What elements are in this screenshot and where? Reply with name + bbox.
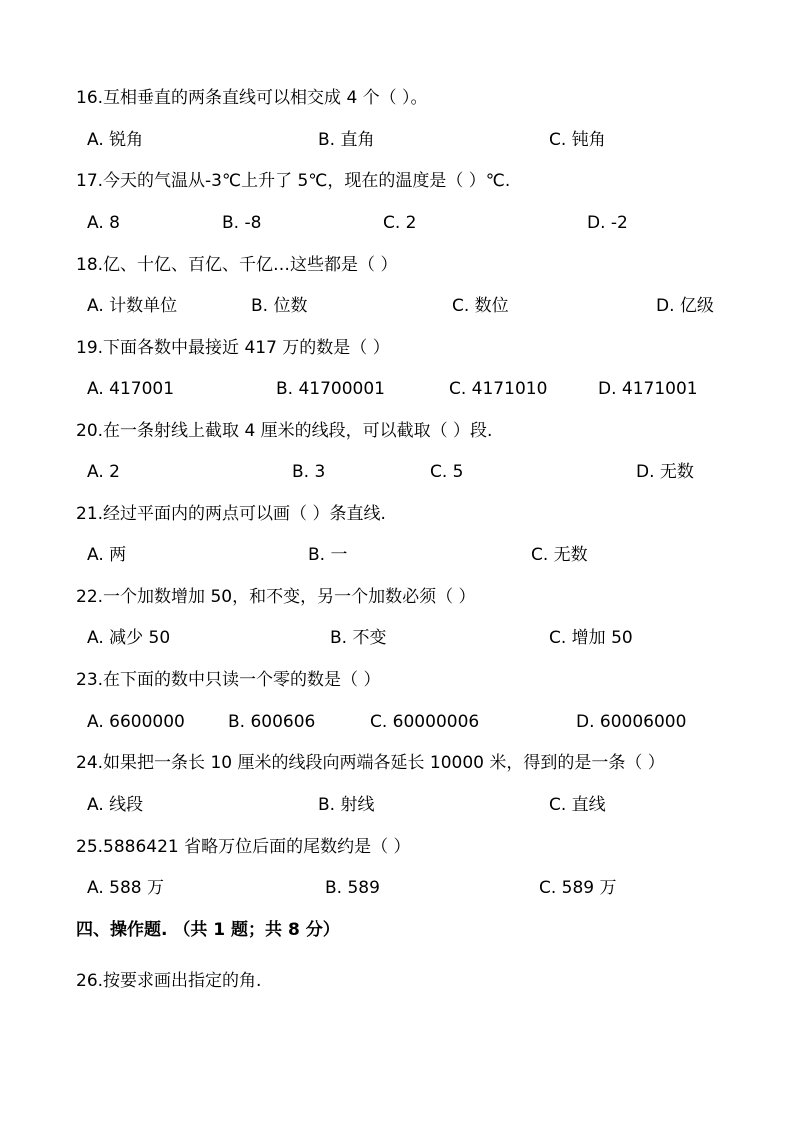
question-23-option-b: B. 600606 [228, 712, 316, 732]
question-23-option-c: C. 60000006 [370, 712, 480, 732]
question-18-text: 18.亿、十亿、百亿、千亿…这些都是（ ） [76, 255, 398, 275]
question-20-option-d: D. 无数 [636, 462, 694, 482]
question-21-option-c: C. 无数 [531, 545, 588, 565]
question-22-option-c: C. 增加 50 [549, 628, 633, 648]
question-16-option-c: C. 钝角 [549, 130, 606, 150]
question-22-option-a: A. 减少 50 [87, 628, 171, 648]
question-16-text: 16.互相垂直的两条直线可以相交成 4 个（ ）。 [76, 88, 428, 108]
question-23-text: 23.在下面的数中只读一个零的数是（ ） [76, 670, 381, 690]
question-17-option-b: B. -8 [222, 213, 262, 233]
question-20-option-a: A. 2 [87, 462, 120, 482]
question-25-option-a: A. 588 万 [87, 878, 164, 898]
question-20-option-c: C. 5 [430, 462, 464, 482]
question-22-text: 22.一个加数增加 50，和不变，另一个加数必须（ ） [76, 587, 476, 607]
question-22-option-b: B. 不变 [330, 628, 387, 648]
question-18-option-d: D. 亿级 [656, 296, 714, 316]
question-25-text: 25.5886421 省略万位后面的尾数约是（ ） [76, 837, 411, 857]
question-16-option-a: A. 锐角 [87, 130, 144, 150]
question-17-option-c: C. 2 [383, 213, 417, 233]
question-19-option-d: D. 4171001 [598, 379, 698, 399]
section-title: 四、操作题. （共 1 题；共 8 分） [76, 920, 340, 940]
question-21-option-b: B. 一 [308, 545, 348, 565]
question-17-option-d: D. -2 [587, 213, 628, 233]
question-20-option-b: B. 3 [292, 462, 326, 482]
question-24-option-a: A. 线段 [87, 795, 144, 815]
question-19-text: 19.下面各数中最接近 417 万的数是（ ） [76, 338, 390, 358]
question-26-text: 26.按要求画出指定的角. [76, 971, 262, 991]
question-21-text: 21.经过平面内的两点可以画（ ）条直线. [76, 504, 386, 524]
question-18-option-a: A. 计数单位 [87, 296, 178, 316]
question-17-text: 17.今天的气温从-3℃上升了 5℃，现在的温度是（ ）℃. [76, 171, 511, 191]
question-23-option-d: D. 60006000 [576, 712, 687, 732]
question-24-option-c: C. 直线 [549, 795, 606, 815]
question-18-option-b: B. 位数 [251, 296, 308, 316]
question-21-option-a: A. 两 [87, 545, 127, 565]
question-18-option-c: C. 数位 [452, 296, 509, 316]
question-23-option-a: A. 6600000 [87, 712, 185, 732]
question-25-option-b: B. 589 [325, 878, 380, 898]
question-19-option-c: C. 4171010 [449, 379, 548, 399]
question-24-option-b: B. 射线 [318, 795, 375, 815]
question-16-option-b: B. 直角 [318, 130, 375, 150]
question-17-option-a: A. 8 [87, 213, 120, 233]
question-20-text: 20.在一条射线上截取 4 厘米的线段，可以截取（ ）段. [76, 421, 493, 441]
question-19-option-b: B. 41700001 [276, 379, 385, 399]
question-19-option-a: A. 417001 [87, 379, 175, 399]
question-24-text: 24.如果把一条长 10 厘米的线段向两端各延长 10000 米，得到的是一条（ ） [76, 753, 665, 773]
question-25-option-c: C. 589 万 [539, 878, 617, 898]
